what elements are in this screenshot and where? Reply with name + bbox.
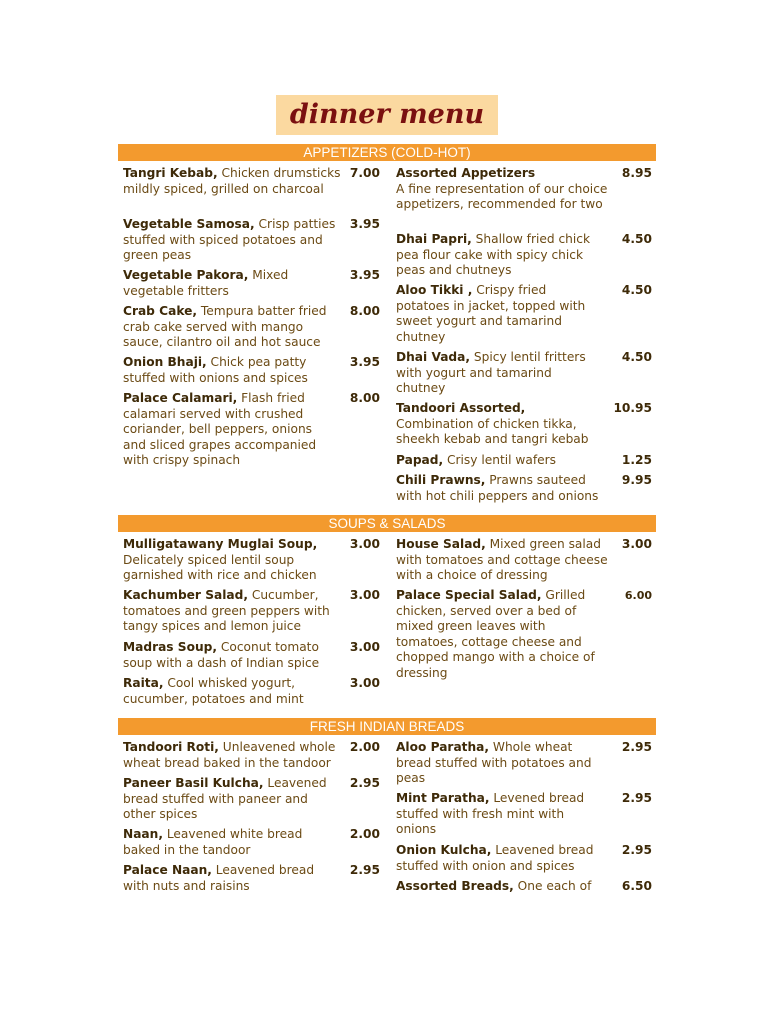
- item-name: Mint Paratha,: [396, 791, 490, 805]
- item-description: Tempura batter fried crab cake served with mango sauce, cilantro oil and hot sauce: [123, 304, 327, 350]
- item-description: Grilled chicken, served over a bed of mixed green leaves with tomatoes, cottage cheese and chopped mango with a choice of dressing: [396, 588, 595, 680]
- item-name: Naan,: [123, 827, 163, 841]
- item-price: 4.50: [621, 232, 652, 246]
- item-price: 8.00: [349, 304, 380, 318]
- item-name: Dhai Papri,: [396, 232, 472, 246]
- menu-title: dinner menu: [289, 99, 485, 130]
- item-name: House Salad,: [396, 537, 486, 551]
- item-description: Shallow fried chick pea flour cake with spicy chick peas and chutneys: [396, 232, 591, 278]
- item-name: Aloo Paratha,: [396, 740, 490, 754]
- item-name: Aloo Tikki ,: [396, 283, 473, 297]
- item-name: Assorted Breads,: [396, 879, 514, 893]
- menu-item: [396, 879, 611, 895]
- menu-item: [396, 401, 606, 448]
- item-price: 2.00: [349, 740, 380, 754]
- menu-item: [123, 863, 333, 894]
- item-name: Onion Kulcha,: [396, 843, 492, 857]
- item-price: 3.00: [349, 588, 380, 602]
- item-price: 2.95: [621, 843, 652, 857]
- item-description: Crisp patties stuffed with spiced potatoes and green peas: [123, 217, 336, 263]
- item-price: 2.95: [349, 863, 380, 877]
- item-description: Leavened bread with nuts and raisins: [123, 863, 315, 893]
- menu-item: [123, 391, 333, 469]
- item-price: 2.95: [621, 740, 652, 754]
- item-name: Madras Soup,: [123, 640, 217, 654]
- item-price: 3.95: [349, 268, 380, 282]
- item-name: Mulligatawany Muglai Soup,: [123, 537, 318, 551]
- item-description: Leavened white bread baked in the tandoor: [123, 827, 303, 857]
- item-description: Delicately spiced lentil soup garnished with rice and chicken: [123, 552, 317, 583]
- menu-item: [396, 740, 606, 787]
- menu-item: [123, 640, 333, 671]
- item-description: Cucumber, tomatoes and green peppers with tangy spices and lemon juice: [123, 588, 330, 634]
- section-header-soups-salads: SOUPS & SALADS: [118, 515, 656, 532]
- item-description: Crispy fried potatoes in jacket, topped with sweet yogurt and tamarind chutney: [396, 283, 586, 344]
- item-description: Chicken drumsticks mildly spiced, grilled on charcoal: [123, 166, 341, 196]
- item-name: Assorted Appetizers: [396, 166, 536, 180]
- item-description: Leavened bread stuffed with onion and spices: [396, 843, 594, 873]
- menu-item: [396, 350, 601, 397]
- item-description: Leavened bread stuffed with paneer and other spices: [123, 776, 327, 822]
- item-price: 2.95: [621, 791, 652, 805]
- item-description: Prawns sauteed with hot chili peppers and onions: [396, 473, 599, 503]
- item-price: 3.00: [349, 537, 380, 551]
- item-name: Tangri Kebab,: [123, 166, 218, 180]
- item-name: Onion Bhaji,: [123, 355, 207, 369]
- menu-item: [123, 355, 333, 386]
- menu-item: [123, 827, 333, 858]
- menu-item: [123, 776, 338, 823]
- item-price: 9.95: [621, 473, 652, 487]
- item-name: Vegetable Samosa,: [123, 217, 255, 231]
- menu-item: [123, 268, 333, 299]
- item-description: Crisy lentil wafers: [443, 453, 556, 467]
- item-price: 3.00: [349, 676, 380, 690]
- item-name: Palace Naan,: [123, 863, 212, 877]
- item-price: 8.00: [349, 391, 380, 405]
- item-price: 7.00: [349, 166, 380, 180]
- menu-item: [396, 843, 611, 874]
- item-price: 2.95: [349, 776, 380, 790]
- menu-item: [396, 232, 601, 279]
- item-name: Raita,: [123, 676, 164, 690]
- item-price: 8.95: [621, 166, 652, 180]
- item-price: 4.50: [621, 283, 652, 297]
- item-price: 6.50: [621, 879, 652, 893]
- menu-item: [396, 791, 601, 838]
- item-description: Coconut tomato soup with a dash of Indian spice: [123, 640, 320, 670]
- menu-item: [123, 166, 348, 197]
- menu-item: [123, 537, 338, 584]
- item-name: Chili Prawns,: [396, 473, 486, 487]
- item-price: 3.00: [621, 537, 652, 551]
- item-price: 4.50: [621, 350, 652, 364]
- item-name: Tandoori Roti,: [123, 740, 219, 754]
- menu-item: [123, 588, 343, 635]
- menu-item: [396, 588, 606, 682]
- item-description: Combination of chicken tikka, sheekh kebab and tangri kebab: [396, 416, 589, 447]
- item-name: Kachumber Salad,: [123, 588, 248, 602]
- menu-item: [123, 740, 348, 771]
- item-description: Spicy lentil fritters with yogurt and tamarind chutney: [396, 350, 586, 396]
- item-description: Unleavened whole wheat bread baked in the tandoor: [123, 740, 336, 770]
- menu-item: [123, 304, 343, 351]
- item-price: 6.00: [624, 589, 652, 602]
- item-name: Vegetable Pakora,: [123, 268, 249, 282]
- item-description: Flash fried calamari served with crushed coriander, bell peppers, onions and sliced grapes accompanied with crispy spinach: [123, 391, 317, 468]
- item-price: 3.00: [349, 640, 380, 654]
- menu-item: [123, 217, 348, 264]
- item-price: 3.95: [349, 217, 380, 231]
- title-banner: [276, 95, 498, 135]
- item-description: One each of: [513, 879, 592, 893]
- menu-item: [396, 537, 616, 584]
- item-description: Whole wheat bread stuffed with potatoes and peas: [396, 740, 592, 786]
- item-price: 10.95: [613, 401, 652, 415]
- section-header-appetizers: APPETIZERS (COLD-HOT): [118, 144, 656, 161]
- item-name: Palace Calamari,: [123, 391, 238, 405]
- menu-item: [123, 676, 333, 707]
- item-name: Palace Special Salad,: [396, 588, 542, 602]
- item-price: 2.00: [349, 827, 380, 841]
- menu-item: [396, 283, 601, 345]
- item-description: Mixed vegetable fritters: [123, 268, 289, 298]
- item-price: 3.95: [349, 355, 380, 369]
- item-description: Mixed green salad with tomatoes and cottage cheese with a choice of dressing: [396, 537, 608, 583]
- item-name: Crab Cake,: [123, 304, 197, 318]
- item-name: Paneer Basil Kulcha,: [123, 776, 264, 790]
- item-name: Dhai Vada,: [396, 350, 471, 364]
- item-description: Cool whisked yogurt, cucumber, potatoes and mint: [123, 676, 304, 706]
- item-description: Levened bread stuffed with fresh mint with onions: [396, 791, 585, 837]
- menu-item: [396, 453, 601, 469]
- menu-item: [396, 166, 611, 213]
- section-header-breads: FRESH INDIAN BREADS: [118, 718, 656, 735]
- item-price: 1.25: [621, 453, 652, 467]
- item-description: A fine representation of our choice appetizers, recommended for two: [396, 181, 608, 212]
- item-description: Chick pea patty stuffed with onions and spices: [123, 355, 308, 385]
- menu-item: [396, 473, 611, 504]
- item-name: Tandoori Assorted,: [396, 401, 526, 415]
- item-name: Papad,: [396, 453, 444, 467]
